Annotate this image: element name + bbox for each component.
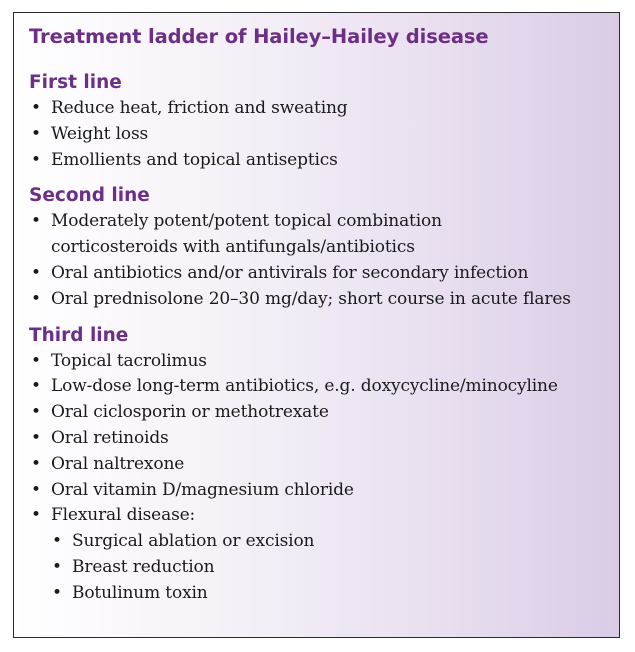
section-third-line (29, 323, 619, 607)
sub-item-list (29, 529, 619, 606)
bullet-icon: • (31, 123, 41, 144)
box-title: Treatment ladder of Hailey–Hailey disease (29, 25, 489, 48)
list-item: • Oral retinoids (29, 426, 619, 452)
bullet-icon: • (31, 350, 41, 371)
section-first-line (29, 70, 619, 173)
bullet-icon: • (52, 531, 62, 552)
bullet-icon: • (31, 149, 41, 170)
bullet-icon: • (31, 505, 41, 526)
item-list (29, 349, 619, 530)
sub-list-item: • Botulinum toxin (29, 581, 619, 607)
list-item: • Emollients and topical antiseptics (29, 148, 619, 174)
bullet-icon: • (31, 288, 41, 309)
bullet-icon: • (31, 402, 41, 423)
list-item: • Flexural disease: (29, 503, 619, 529)
list-item: • Oral vitamin D/magnesium chloride (29, 478, 619, 504)
list-item: • Oral naltrexone (29, 452, 619, 478)
sub-list-item: • Surgical ablation or excision (29, 529, 619, 555)
treatment-ladder-box (13, 12, 620, 638)
list-item: • Oral prednisolone 20–30 mg/day; short course in acute flares (29, 287, 619, 313)
bullet-icon: • (52, 556, 62, 577)
item-list (29, 209, 619, 312)
bullet-icon: • (31, 211, 41, 232)
list-item: • Oral antibiotics and/or antivirals for secondary infection (29, 261, 619, 287)
list-item: • Low-dose long-term antibiotics, e.g. doxycycline/minocyline (29, 374, 619, 400)
list-item: • Weight loss (29, 122, 619, 148)
list-item: • Oral ciclosporin or methotrexate (29, 400, 619, 426)
bullet-icon: • (52, 582, 62, 603)
sub-list-item: • Breast reduction (29, 555, 619, 581)
section-heading: First line (29, 72, 122, 93)
bullet-icon: • (31, 427, 41, 448)
bullet-icon: • (31, 98, 41, 118)
bullet-icon: • (31, 453, 41, 474)
list-item: • Reduce heat, friction and sweating (29, 96, 619, 122)
bullet-icon: • (31, 376, 41, 397)
section-second-line (29, 183, 619, 312)
bullet-icon: • (31, 479, 41, 500)
list-item: • Moderately potent/potent topical combination corticosteroids with antifungals/antibiotics (31, 211, 442, 258)
bullet-icon: • (31, 262, 41, 283)
list-item: • Topical tacrolimus (29, 349, 619, 375)
section-heading: Third line (29, 324, 129, 346)
item-list (29, 96, 619, 173)
section-heading: Second line (29, 185, 150, 207)
